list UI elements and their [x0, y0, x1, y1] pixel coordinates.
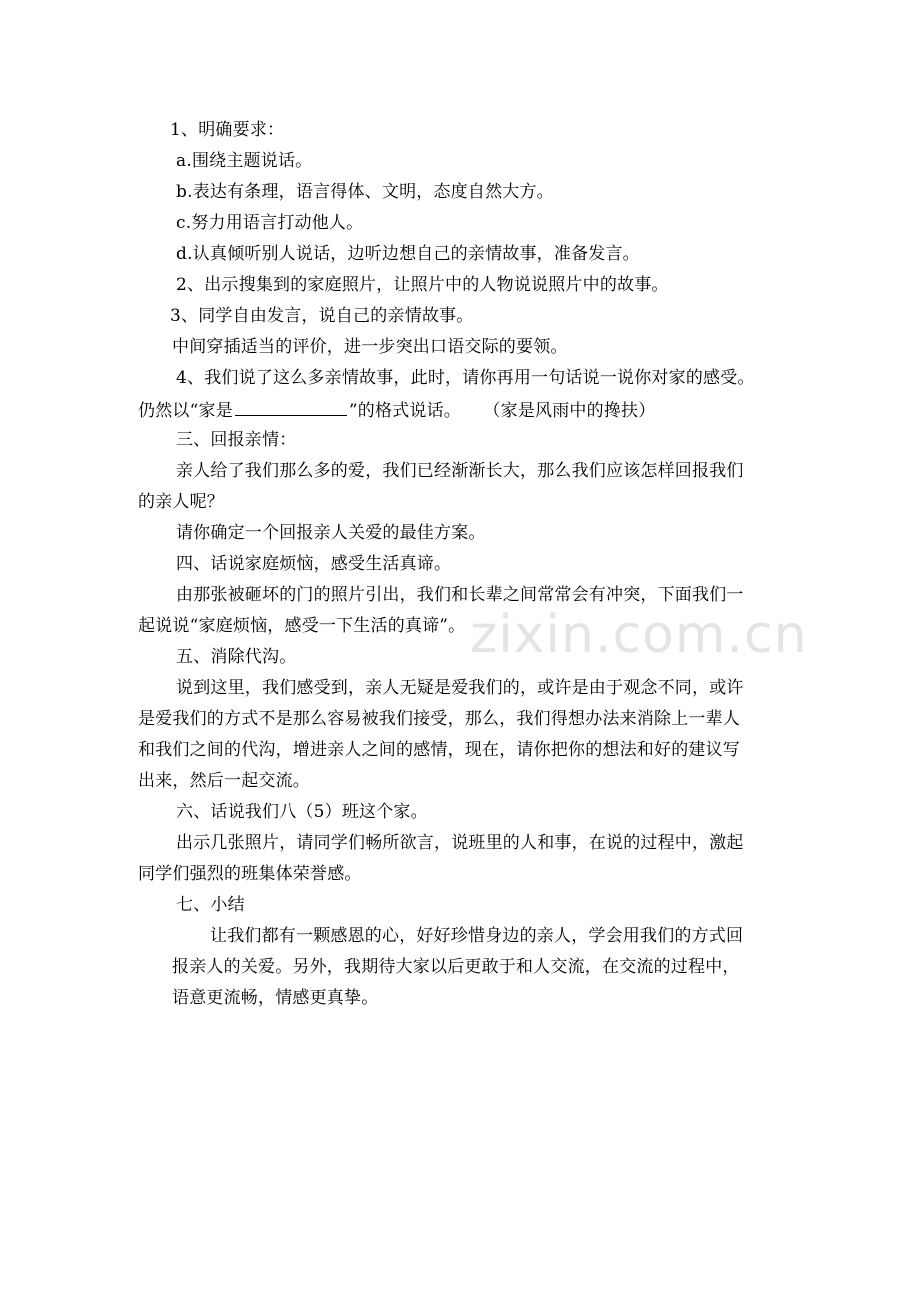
summary-line1: 让我们都有一颗感恩的心，好好珍惜身边的亲人，学会用我们的方式回 [210, 926, 744, 946]
section-3-task: 请你确定一个回报亲人关爱的最佳方案。 [176, 523, 486, 543]
section-7-heading: 七、小结 [176, 895, 245, 915]
step-2: 2、出示搜集到的家庭照片，让照片中的人物说说照片中的故事。 [176, 275, 669, 295]
section-3-para-line1: 亲人给了我们那么多的爱，我们已经渐渐长大，那么我们应该怎样回报我们 [176, 461, 744, 481]
section-5-heading: 五、消除代沟。 [176, 647, 297, 667]
section-5-para-line3: 和我们之间的代沟，增进亲人之间的感情，现在，请你把你的想法和好的建议写 [138, 740, 740, 760]
section-5-para-line1: 说到这里，我们感受到，亲人无疑是爱我们的，或许是由于观念不同，或许 [176, 678, 744, 698]
section-3-heading: 三、回报亲情： [176, 430, 297, 450]
requirement-b: b.表达有条理，语言得体、文明，态度自然大方。 [176, 182, 554, 202]
step-3-note: 中间穿插适当的评价，进一步突出口语交际的要领。 [172, 337, 568, 357]
section-5-para-line2: 是爱我们的方式不是那么容易被我们接受，那么，我们得想办法来消除上一辈人 [138, 709, 740, 729]
section-6-para-line1: 出示几张照片，请同学们畅所欲言，说班里的人和事，在说的过程中，激起 [176, 833, 744, 853]
step-4-prefix: 仍然以“家是 [138, 401, 233, 421]
step-4-example: （家是风雨中的搀扶） [483, 401, 656, 421]
requirement-a: a.围绕主题说话。 [176, 151, 313, 171]
section-4-para-line1: 由那张被砸坏的门的照片引出，我们和长辈之间常常会有冲突，下面我们一 [176, 585, 744, 605]
section-5-para-line4: 出来，然后一起交流。 [138, 771, 310, 791]
section-6-para-line2: 同学们强烈的班集体荣誉感。 [138, 864, 362, 884]
requirement-c: c.努力用语言打动他人。 [176, 213, 364, 233]
section-6-heading: 六、话说我们八（5）班这个家。 [176, 802, 428, 822]
fill-in-blank [235, 399, 347, 416]
step-4-suffix: ”的格式说话。 [348, 401, 461, 421]
summary-line3: 语意更流畅，情感更真挚。 [172, 988, 379, 1008]
section-4-para-line2: 起说说“家庭烦恼，感受一下生活的真谛”。 [138, 616, 466, 636]
step-4: 4、我们说了这么多亲情故事，此时，请你再用一句话说一说你对家的感受。 [176, 368, 755, 388]
summary-line2: 报亲人的关爱。另外，我期待大家以后更敢于和人交流，在交流的过程中， [172, 957, 740, 977]
section-requirements-heading: 1、明确要求： [170, 120, 285, 140]
section-4-heading: 四、话说家庭烦恼，感受生活真谛。 [176, 554, 452, 574]
watermark: zixin.com.cn [470, 605, 808, 665]
requirement-d: d.认真倾听别人说话，边听边想自己的亲情故事，准备发言。 [176, 244, 640, 264]
step-4-continued [138, 399, 655, 421]
step-3: 3、同学自由发言，说自己的亲情故事。 [170, 306, 474, 326]
section-3-para-line2: 的亲人呢？ [138, 492, 224, 512]
